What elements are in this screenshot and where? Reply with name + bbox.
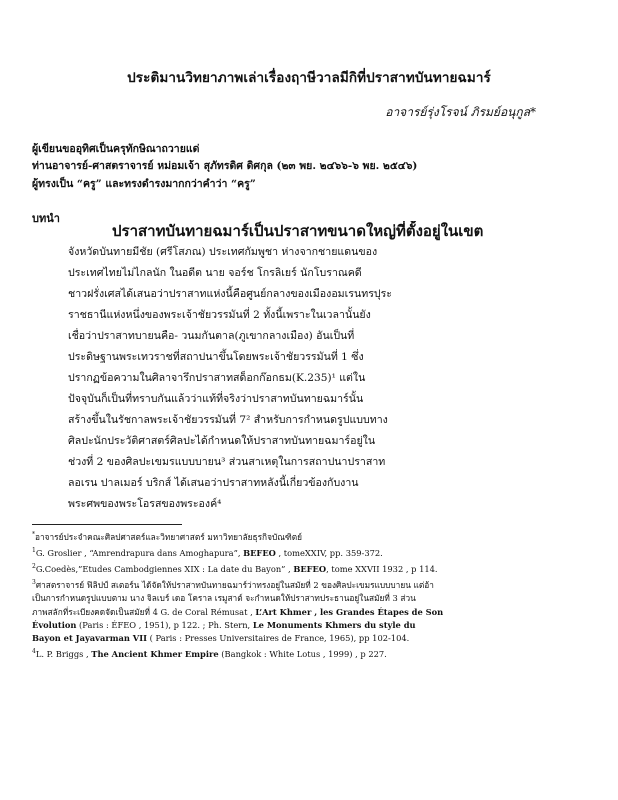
body-line: จังหวัดบันทายมีชัย (ศรีโสภณ) ประเทศกัมพูชา ห่างจากชายแดนของ: [68, 246, 378, 258]
body-line: ชาวฝรั่งเศสได้เสนอว่าปราสาทแห่งนี้คือศูนย์กลางของเมืองอมเรนทรปุระ: [68, 288, 392, 300]
body-line: เชื่อว่าปราสาทบายนคือ- วนมกันตาล(ภูเขากลางเมือง) อันเป็นที่: [68, 330, 355, 342]
body-line: พระศพของพระโอรสของพระองค์⁴: [68, 498, 222, 510]
article-title: ประติมานวิทยาภาพเล่าเรื่องฤาษีวาลมีกิที่ปราสาทบันทายฉมาร์: [127, 70, 491, 86]
footnote-divider: [32, 524, 182, 525]
body-line: ปรากฏข้อความในศิลาจารึกปราสาทสด็อกก๊อกธม(K.235)¹ แต่ใน: [68, 372, 366, 384]
footnote-text: อาจารย์ประจำคณะศิลปศาสตร์และวิทยาศาสตร์ มหาวิทยาลัยธุรกิจบัณฑิตย์: [35, 531, 303, 542]
footnote-line: [32, 592, 592, 605]
author-name: อาจารย์รุ่งโรจน์ ภิรมย์อนุกูล*: [385, 105, 536, 119]
footnote-text: (Paris : ÉFEO , 1951), p 122. ; Ph. Stern,: [76, 619, 253, 630]
footnote-text: G. Groslier , “Amrendrapura dans Amoghapura”,: [35, 547, 244, 558]
footnote-marker: *: [32, 531, 35, 538]
footnote-marker: 4: [32, 648, 36, 656]
footnote-marker: 1: [32, 547, 36, 555]
footnote-title: L’Art Khmer , les Grandes Étapes de Son: [255, 606, 444, 617]
body-line: ราชธานีแห่งหนึ่งของพระเจ้าชัยวรรมันที่ 2 ทั้งนี้เพราะในเวลานั้นยัง: [68, 309, 371, 321]
footnote-title: Évolution: [32, 619, 77, 630]
footnotes: [32, 528, 592, 662]
dedication-line-2: ท่านอาจารย์-ศาสตราจารย์ หม่อมเจ้า สุภัทรดิศ ดิศกุล (๒๓ พย. ๒๔๖๖-๖ พย. ๒๕๔๖): [32, 160, 418, 172]
footnote-text: G.Coedès,”Etudes Cambodgiennes XIX : La date du Bayon” ,: [35, 563, 294, 574]
body-line: ปัจจุบันก็เป็นที่ทราบกันแล้วว่าแท้ที่จริงว่าปราสาทบันทายฉมาร์นั้น: [68, 393, 364, 405]
footnote-text: , tomeXXIV, pp. 359-372.: [275, 547, 383, 558]
footnote-title: BEFEO: [293, 563, 327, 574]
footnote-text: ศาสตราจารย์ ฟิลิปป์ สเตอร์น ได้จัดให้ปราสาทบันทายฉมาร์ว่าทรงอยู่ในสมัยที่ 2 ของศิลปะเขมรแบบบายน แต่อ้า: [35, 579, 434, 590]
footnote-text: L. P. Briggs ,: [35, 649, 92, 660]
footnote-title: The Ancient Khmer Empire: [91, 649, 219, 660]
body-paragraph: [68, 221, 546, 515]
footnote-text: , tome XXVII 1932 , p 114.: [326, 563, 438, 574]
footnote-line: [32, 576, 592, 592]
footnote-line: [32, 544, 592, 560]
footnote-text: ( Paris : Presses Universitaires de France, 1965), pp 102-104.: [147, 633, 410, 644]
footnote-text: (Bangkok : White Lotus , 1999) , p 227.: [218, 649, 387, 660]
body-line: ประดิษฐานพระเทวราชที่สถาปนาขึ้นโดยพระเจ้าชัยวรรมันที่ 1 ซึ่ง: [68, 351, 364, 363]
body-line: ช่วงที่ 2 ของศิลปะเขมรแบบบายน³ ส่วนสาเหตุในการสถาปนาปราสาท: [68, 456, 386, 468]
footnote-line: [32, 645, 592, 661]
dedication-line-3: ผู้ทรงเป็น “ครู” และทรงดำรงมากกว่าคำว่า “ครู”: [32, 178, 256, 190]
body-line: สร้างขึ้นในรัชกาลพระเจ้าชัยวรรมันที่ 7² สำหรับการกำหนดรูปแบบทาง: [68, 414, 388, 426]
body-line: ปราสาทบันทายฉมาร์เป็นปราสาทขนาดใหญ่ที่ตั้งอยู่ในเขต: [112, 222, 484, 240]
body-line: ประเทศไทยไม่ไกลนัก ในอดีต นาย จอร์ช โกรลิเยร์ นักโบราณคดี: [68, 267, 362, 279]
dedication-line-1: ผู้เขียนขออุทิศเป็นครุทักษิณาถวายแด่: [32, 143, 200, 155]
body-line: ลอเรน ปาลเมอร์ บริกส์ ได้เสนอว่าปราสาทหลังนี้เกี่ยวข้องกับงาน: [68, 477, 359, 489]
footnote-line: [32, 632, 592, 645]
body-line: ศิลปะนักประวัติศาสตร์ศิลปะได้กำหนดให้ปราสาทบันทายฉมาร์อยู่ใน: [68, 435, 376, 447]
footnote-text: เป็นการกำหนดรูปแบบตาม นาง จิลเบร์ เดอ โคราล เรมูสาต์ จะกำหนดให้ปราสาทประธานอยู่ในสมัยที่ 3 ส่วน: [32, 593, 416, 604]
footnote-line: [32, 528, 592, 544]
footnote-line: [32, 619, 592, 632]
footnote-text: ภาพสลักที่ระเบียงคดจัดเป็นสมัยที่ 4 G. de Coral Rémusat ,: [32, 606, 256, 617]
footnote-line: [32, 560, 592, 576]
footnote-marker: 3: [32, 579, 36, 587]
section-heading: บทนำ: [32, 212, 60, 225]
footnote-title: Le Monuments Khmers du style du: [252, 619, 416, 630]
footnote-title: Bayon et Jayavarman VII: [32, 633, 148, 644]
footnote-marker: 2: [32, 563, 36, 571]
footnote-line: [32, 606, 592, 619]
footnote-title: BEFEO: [243, 547, 276, 558]
